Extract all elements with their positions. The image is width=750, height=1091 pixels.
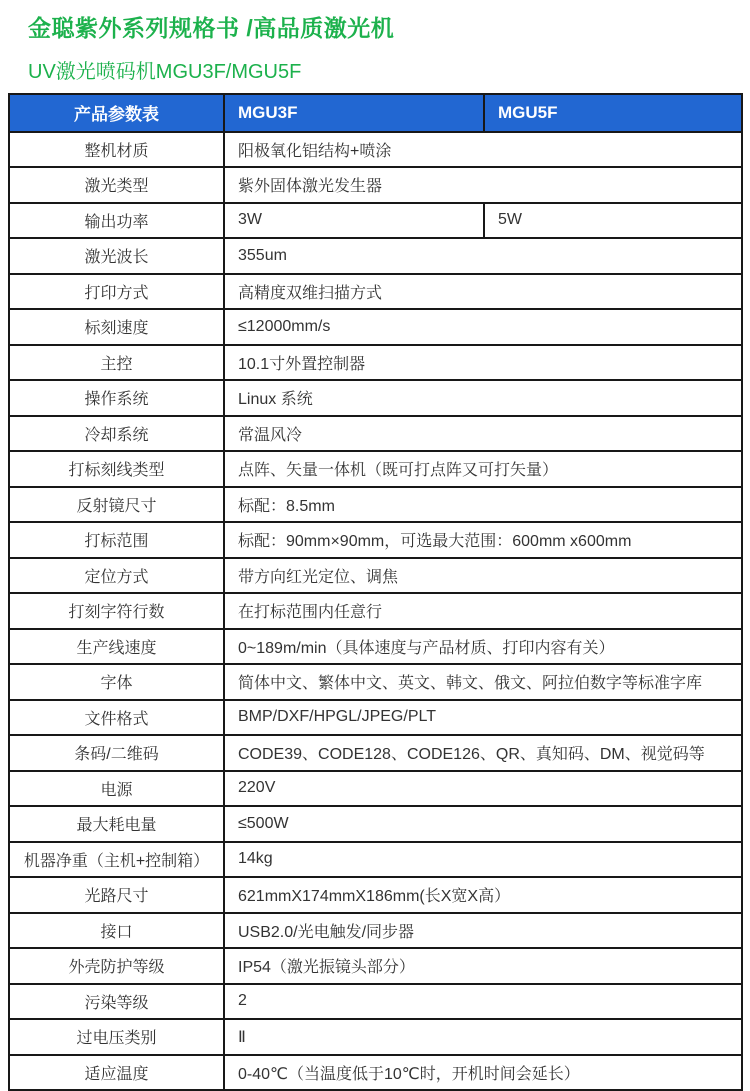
table-header-row xyxy=(9,94,742,132)
spec-value: 常温风冷 xyxy=(224,416,742,452)
spec-row xyxy=(9,1055,742,1091)
spec-label: 打印方式 xyxy=(9,274,224,310)
header-model-mgu3f: MGU3F xyxy=(224,94,484,132)
spec-row xyxy=(9,1019,742,1055)
spec-row xyxy=(9,274,742,310)
spec-label: 生产线速度 xyxy=(9,629,224,665)
spec-value: 14kg xyxy=(224,842,742,878)
spec-value: Linux 系统 xyxy=(224,380,742,416)
spec-label: 主控 xyxy=(9,345,224,381)
spec-label: 过电压类别 xyxy=(9,1019,224,1055)
spec-value: 高精度双维扫描方式 xyxy=(224,274,742,310)
spec-value: Ⅱ xyxy=(224,1019,742,1055)
spec-label: 打刻字符行数 xyxy=(9,593,224,629)
spec-row xyxy=(9,664,742,700)
spec-label: 外壳防护等级 xyxy=(9,948,224,984)
spec-row xyxy=(9,593,742,629)
spec-value: 2 xyxy=(224,984,742,1020)
spec-label: 最大耗电量 xyxy=(9,806,224,842)
spec-value: 简体中文、繁体中文、英文、韩文、俄文、阿拉伯数字等标准字库 xyxy=(224,664,742,700)
spec-value: 紫外固体激光发生器 xyxy=(224,167,742,203)
spec-label: 操作系统 xyxy=(9,380,224,416)
spec-row xyxy=(9,203,742,239)
spec-label: 字体 xyxy=(9,664,224,700)
spec-label: 激光类型 xyxy=(9,167,224,203)
spec-value: BMP/DXF/HPGL/JPEG/PLT xyxy=(224,700,742,736)
spec-row xyxy=(9,451,742,487)
spec-row xyxy=(9,948,742,984)
spec-row xyxy=(9,238,742,274)
spec-label: 污染等级 xyxy=(9,984,224,1020)
spec-row xyxy=(9,735,742,771)
spec-table-body xyxy=(9,132,742,1091)
spec-row xyxy=(9,984,742,1020)
spec-label: 打标范围 xyxy=(9,522,224,558)
spec-row xyxy=(9,913,742,949)
spec-value: 220V xyxy=(224,771,742,807)
spec-value: 标配：90mm×90mm，可选最大范围：600mm x600mm xyxy=(224,522,742,558)
spec-value: 带方向红光定位、调焦 xyxy=(224,558,742,594)
spec-row xyxy=(9,345,742,381)
spec-value: 在打标范围内任意行 xyxy=(224,593,742,629)
spec-value: USB2.0/光电触发/同步器 xyxy=(224,913,742,949)
spec-label: 打标刻线类型 xyxy=(9,451,224,487)
spec-row xyxy=(9,416,742,452)
page-title: 金聪紫外系列规格书 /高品质激光机 xyxy=(28,15,395,41)
header-model-mgu5f: MGU5F xyxy=(484,94,742,132)
spec-row xyxy=(9,167,742,203)
spec-label: 机器净重（主机+控制箱） xyxy=(9,842,224,878)
header-param-col: 产品参数表 xyxy=(9,94,224,132)
spec-value: 0~189m/min（具体速度与产品材质、打印内容有关） xyxy=(224,629,742,665)
spec-row xyxy=(9,629,742,665)
spec-label: 条码/二维码 xyxy=(9,735,224,771)
spec-value-mgu5f: 5W xyxy=(484,203,742,239)
spec-value: 0-40℃（当温度低于10℃时，开机时间会延长） xyxy=(224,1055,742,1091)
spec-table xyxy=(8,93,743,1091)
spec-row xyxy=(9,558,742,594)
spec-value: 621mmX174mmX186mm(长X宽X高） xyxy=(224,877,742,913)
spec-value: 阳极氧化铝结构+喷涂 xyxy=(224,132,742,168)
spec-label: 定位方式 xyxy=(9,558,224,594)
spec-value: CODE39、CODE128、CODE126、QR、真知码、DM、视觉码等 xyxy=(224,735,742,771)
spec-label: 整机材质 xyxy=(9,132,224,168)
spec-value-mgu3f: 3W xyxy=(224,203,484,239)
spec-value: 点阵、矢量一体机（既可打点阵又可打矢量） xyxy=(224,451,742,487)
spec-row xyxy=(9,771,742,807)
spec-row xyxy=(9,700,742,736)
spec-label: 接口 xyxy=(9,913,224,949)
spec-label: 输出功率 xyxy=(9,203,224,239)
spec-label: 文件格式 xyxy=(9,700,224,736)
spec-value: IP54（激光振镜头部分） xyxy=(224,948,742,984)
spec-label: 冷却系统 xyxy=(9,416,224,452)
spec-row xyxy=(9,309,742,345)
spec-row xyxy=(9,132,742,168)
page-subtitle: UV激光喷码机MGU3F/MGU5F xyxy=(28,60,302,83)
spec-row xyxy=(9,380,742,416)
spec-value: 10.1寸外置控制器 xyxy=(224,345,742,381)
spec-row xyxy=(9,487,742,523)
spec-value: ≤12000mm/s xyxy=(224,309,742,345)
spec-label: 电源 xyxy=(9,771,224,807)
spec-row xyxy=(9,842,742,878)
spec-label: 反射镜尺寸 xyxy=(9,487,224,523)
spec-label: 光路尺寸 xyxy=(9,877,224,913)
spec-value: 标配：8.5mm xyxy=(224,487,742,523)
spec-row xyxy=(9,806,742,842)
spec-row xyxy=(9,522,742,558)
spec-value: ≤500W xyxy=(224,806,742,842)
spec-label: 标刻速度 xyxy=(9,309,224,345)
spec-value: 355um xyxy=(224,238,742,274)
spec-label: 激光波长 xyxy=(9,238,224,274)
spec-label: 适应温度 xyxy=(9,1055,224,1091)
spec-row xyxy=(9,877,742,913)
